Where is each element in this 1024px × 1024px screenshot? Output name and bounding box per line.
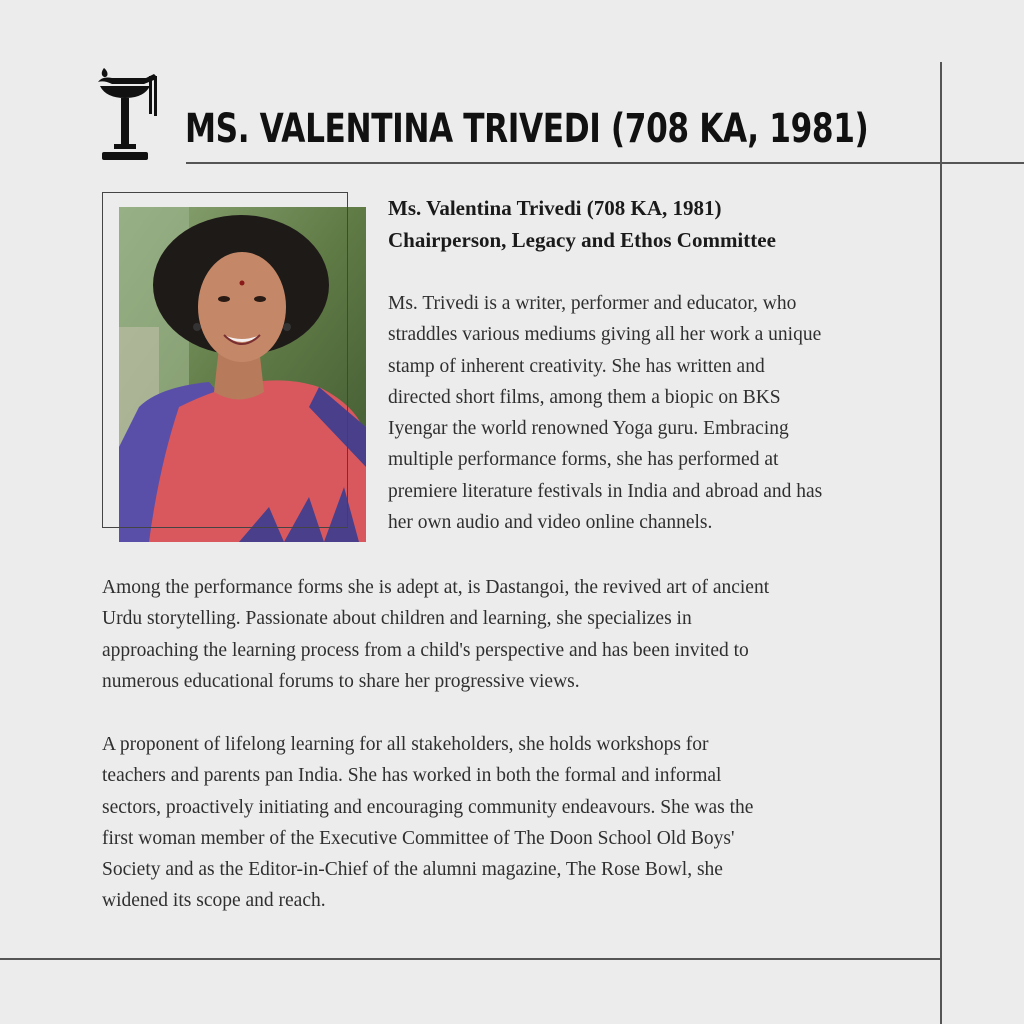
bio-line: widened its scope and reach.: [102, 890, 326, 912]
page-title: MS. VALENTINA TRIVEDI (708 KA, 1981): [185, 106, 869, 152]
bio-paragraph-2: [102, 572, 922, 697]
profile-role: Chairperson, Legacy and Ethos Committee: [388, 228, 776, 252]
bio-paragraph-1: [388, 288, 918, 538]
profile-heading: [388, 192, 776, 256]
bio-line: numerous educational forums to share her progressive views.: [102, 670, 580, 692]
bio-paragraph-3: [102, 729, 922, 917]
bio-line: approaching the learning process from a child's perspective and has been invited to: [102, 639, 749, 661]
portrait-photo: [119, 207, 366, 542]
bio-line: teachers and parents pan India. She has worked in both the formal and informal: [102, 765, 722, 787]
bio-line: her own audio and video online channels.: [388, 512, 713, 534]
bio-line: Urdu storytelling. Passionate about children and learning, she specializes in: [102, 608, 692, 630]
bio-line: sectors, proactively initiating and encouraging community endeavours. She was the: [102, 796, 754, 818]
bio-line: premiere literature festivals in India and abroad and has: [388, 480, 823, 502]
bio-line: straddles various mediums giving all her work a unique: [388, 324, 822, 346]
bio-line: multiple performance forms, she has performed at: [388, 449, 779, 471]
bio-line: Society and as the Editor-in-Chief of the alumni magazine, The Rose Bowl, she: [102, 859, 723, 881]
bio-line: Among the performance forms she is adept at, is Dastangoi, the revived art of ancient: [102, 577, 770, 598]
oil-lamp-icon: [94, 64, 160, 164]
bio-line: Iyengar the world renowned Yoga guru. Embracing: [388, 418, 789, 440]
bio-line: A proponent of lifelong learning for all stakeholders, she holds workshops for: [102, 734, 709, 755]
vertical-rule: [940, 62, 942, 1024]
bio-line: Ms. Trivedi is a writer, performer and educator, who: [388, 293, 797, 314]
title-underline: [186, 162, 1024, 164]
bio-line: first woman member of the Executive Committee of The Doon School Old Boys': [102, 827, 735, 849]
bio-line: directed short films, among them a biopic on BKS: [388, 386, 781, 408]
bottom-rule: [0, 958, 942, 960]
profile-name: Ms. Valentina Trivedi (708 KA, 1981): [388, 196, 722, 220]
bio-line: stamp of inherent creativity. She has written and: [388, 355, 765, 377]
